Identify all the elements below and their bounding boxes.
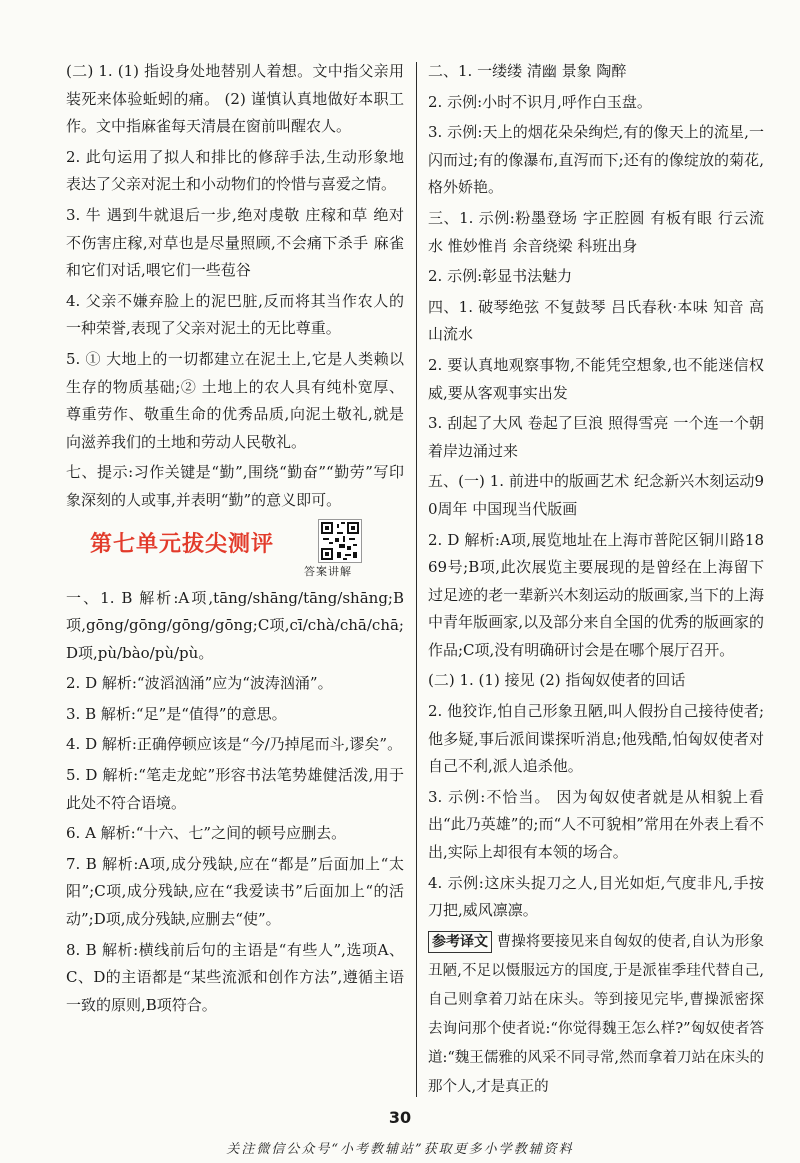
- answer-item: 7. B 解析:A项,成分残缺,应在“都是”后面加上“太阳”;C项,成分残缺,应在“我爱读书”后面加上“的活动”;D项,成分残缺,应删去“使”。: [66, 854, 404, 929]
- page-number: 30: [388, 1108, 412, 1127]
- answer-item: 3. 示例:天上的烟花朵朵绚烂,有的像天上的流星,一闪而过;有的像瀑布,直泻而下;还有的像绽放的菊花,格外娇艳。: [428, 123, 764, 197]
- answer-item: 3. B 解析:“足”是“值得”的意思。: [66, 704, 287, 723]
- answer-item: 4. 示例:这床头捉刀之人,目光如炬,气度非凡,手按刀把,威风凛凛。: [428, 873, 764, 920]
- unit-title: 第七单元拔尖测评: [90, 531, 275, 557]
- answer-item: 5. ① 大地上的一切都建立在泥土上,它是人类赖以生存的物质基础;② 土地上的农人具有纯朴宽厚、尊重劳作、敬重生命的优秀品质,向泥土敬礼,就是向滋养我们的土地和劳动人民敬礼。: [66, 349, 404, 451]
- reference-translation: [428, 928, 764, 1102]
- answer-item: 2. D 解析:A项,展览地址在上海市普陀区铜川路1869号;B项,此次展览主要展现的是曾经在上海留下过足迹的老一辈新兴木刻运动的版画家,当下的上海中青年版画家,以及部分来自全国的优秀的版画家的作品;C项,没有明确研讨会是在哪个展厅召开。: [428, 530, 764, 659]
- answer-item: 8. B 解析:横线前后句的主语是“有些人”,选项A、C、D的主语都是“某些流派和创作方法”,遵循主语一致的原则,B项符合。: [66, 940, 404, 1014]
- column-divider: [416, 62, 417, 1097]
- answer-item: 5. D 解析:“笔走龙蛇”形容书法笔势雄健活泼,用于此处不符合语境。: [66, 766, 404, 812]
- answer-item: 四、1. 破琴绝弦 不复鼓琴 吕氏春秋·本味 知音 高山流水: [428, 297, 764, 344]
- answer-item: 4. 父亲不嫌弃脸上的泥巴脏,反而将其当作农人的一种荣誉,表现了父亲对泥土的无比尊重。: [66, 291, 404, 338]
- answer-item: 五、(一) 1. 前进中的版画艺术 纪念新兴木刻运动90周年 中国现当代版画: [428, 472, 764, 518]
- answer-item: (二) 1. (1) 接见 (2) 指匈奴使者的回话: [428, 671, 686, 690]
- answer-item: 一、1. B 解析:A项,tāng/shāng/tāng/shāng;B项,gōng/gōng/gōng/gōng;C项,cī/chà/chā/chā;D项,pù/bào/pù/pù。: [66, 588, 404, 662]
- qr-code-icon[interactable]: [318, 519, 362, 563]
- answer-item: 2. 示例:彰显书法魅力: [428, 267, 573, 286]
- answer-item: 2. 他狡诈,怕自己形象丑陋,叫人假扮自己接待使者;他多疑,事后派间谍探听消息;他残酷,怕匈奴使者对自己不利,派人追杀他。: [428, 702, 764, 776]
- left-column: [66, 58, 404, 1022]
- translation-label: 参考译文: [428, 931, 492, 953]
- right-column: [428, 58, 764, 1105]
- answer-item: 3. 刮起了大风 卷起了巨浪 照得雪亮 一个连一个朝着岸边涌过来: [428, 414, 764, 460]
- answer-item: 2. D 解析:“波滔汹涌”应为“波涛汹涌”。: [66, 674, 333, 693]
- answer-item: 2. 此句运用了拟人和排比的修辞手法,生动形象地表达了父亲对泥土和小动物们的怜惜与喜爱之情。: [66, 147, 404, 194]
- footer-note: 关注微信公众号“小考教辅站”获取更多小学教辅资料: [226, 1142, 574, 1157]
- qr-caption: 答案讲解: [304, 564, 352, 578]
- answer-item: 3. 示例:不恰当。 因为匈奴使者就是从相貌上看出“此乃英雄”的;而“人不可貌相”常用在外表上看不出,实际上却很有本领的场合。: [428, 787, 764, 862]
- answer-item: 6. A 解析:“十六、七”之间的顿号应删去。: [66, 824, 347, 843]
- translation-text: 曹操将要接见来自匈奴的使者,自认为形象丑陋,不足以慑服远方的国度,于是派崔季珪代替自己,自己则拿着刀站在床头。等到接见完毕,曹操派密探去询问那个使者说:“你觉得魏王怎么样?”匈奴使者答道:“魏王儒雅的风采不同寻常,然而拿着刀站在床头的那个人,才是真正的: [428, 933, 764, 1095]
- answer-item: 二、1. 一缕缕 清幽 景象 陶醉: [428, 62, 627, 80]
- answer-item: 2. 要认真地观察事物,不能凭空想象,也不能迷信权威,要从客观事实出发: [428, 355, 764, 402]
- answer-item: 3. 牛 遇到牛就退后一步,绝对虔敬 庄稼和草 绝对不伤害庄稼,对草也是尽量照顾,不会痛下杀手 麻雀 和它们对话,喂它们一些苞谷: [66, 205, 404, 280]
- answer-item: 2. 示例:小时不识月,呼作白玉盘。: [428, 92, 652, 111]
- answer-item: (二) 1. (1) 指设身处地替别人着想。文中指父亲用装死来体验蚯蚓的痛。 (2) 谨慎认真地做好本职工作。文中指麻雀每天清晨在窗前叫醒农人。: [66, 62, 404, 136]
- answer-item: 4. D 解析:正确停顿应该是“今/乃掉尾而斗,谬矣”。: [66, 735, 403, 754]
- unit-title-block: [66, 519, 404, 585]
- answer-item: 七、提示:习作关键是“勤”,围绕“勤奋”“勤劳”写印象深刻的人或事,并表明“勤”的意义即可。: [66, 463, 404, 509]
- answer-item: 三、1. 示例:粉墨登场 字正腔圆 有板有眼 行云流水 惟妙惟肖 余音绕梁 科班出身: [428, 208, 764, 255]
